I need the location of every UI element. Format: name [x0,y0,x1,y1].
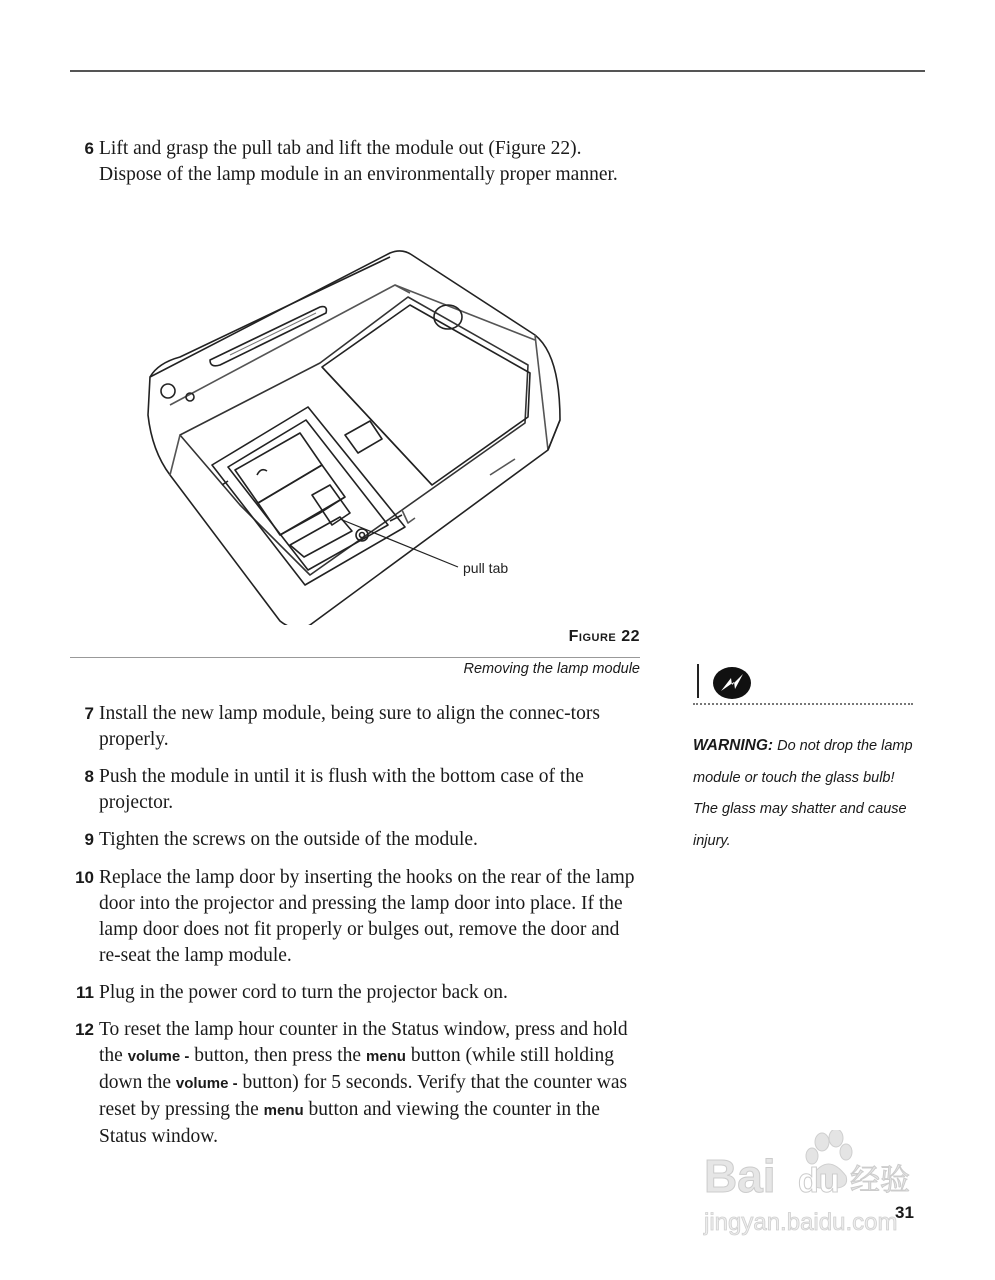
warning-divider [693,703,913,705]
svg-text:Bai: Bai [704,1150,776,1202]
step-7 [70,701,645,753]
step-text: Push the module in until it is flush with the bottom case of the projector. [99,766,584,813]
svg-text:jingyan.baidu.com: jingyan.baidu.com [704,1209,898,1236]
step-11 [70,980,645,1006]
warning-icon [712,666,752,700]
step-text: Lift and grasp the pull tab and lift the module out (Figure 22). Dispose of the lamp module in an environmentally proper manner. [99,138,618,185]
warning-body: Do not drop the lamp module or touch the glass bulb! The glass may shatter and cause injury. [693,738,913,849]
menu-button-name: menu [365,1048,406,1065]
pull-tab-callout: pull tab [463,560,509,576]
warning-lead: WARNING: [693,737,774,754]
warning-text [693,730,918,857]
menu-button-name: menu [263,1102,304,1119]
figure-caption: Removing the lamp module [463,661,640,677]
header-rule [70,70,925,72]
step-number: 6 [84,139,94,158]
step-10 [70,865,645,969]
figure-rule [70,657,640,658]
step-12 [70,1017,645,1150]
step-number: 7 [84,704,94,723]
step-number: 8 [84,767,94,786]
projector-illustration [140,245,580,625]
step-text: Plug in the power cord to turn the projector back on. [99,982,508,1003]
svg-text:经验: 经验 [850,1163,910,1198]
step-text: Tighten the screws on the outside of the module. [99,829,478,850]
step-text: Replace the lamp door by inserting the hooks on the rear of the lamp door into the projector and pressing the lamp door into place. If the lamp door does not fit properly or bulges out, remove the door and re-seat the lamp module. [99,867,635,966]
step-text: Install the new lamp module, being sure to align the connec-tors properly. [99,703,600,750]
step-9 [70,827,645,853]
step-8 [70,764,645,816]
step-text: To reset the lamp hour counter in the Status window, press and hold the volume - button, then press the menu button (while still holding down the volume - button) for 5 seconds. Verify that the counter was reset by pressing the menu button and viewing the counter in the Status window. [99,1019,628,1147]
figure-label: Figure 22 [568,628,640,645]
svg-text:du: du [798,1162,840,1200]
step-number: 9 [84,830,94,849]
volume-minus-button-name: volume - [175,1075,238,1092]
page-number: 31 [895,1203,914,1222]
warning-bar [697,664,699,698]
step-number: 11 [76,983,94,1002]
step-number: 12 [75,1020,94,1039]
volume-minus-button-name: volume - [127,1048,190,1065]
step-number: 10 [75,868,94,887]
baidu-watermark [700,1130,940,1245]
step-6 [70,136,645,188]
